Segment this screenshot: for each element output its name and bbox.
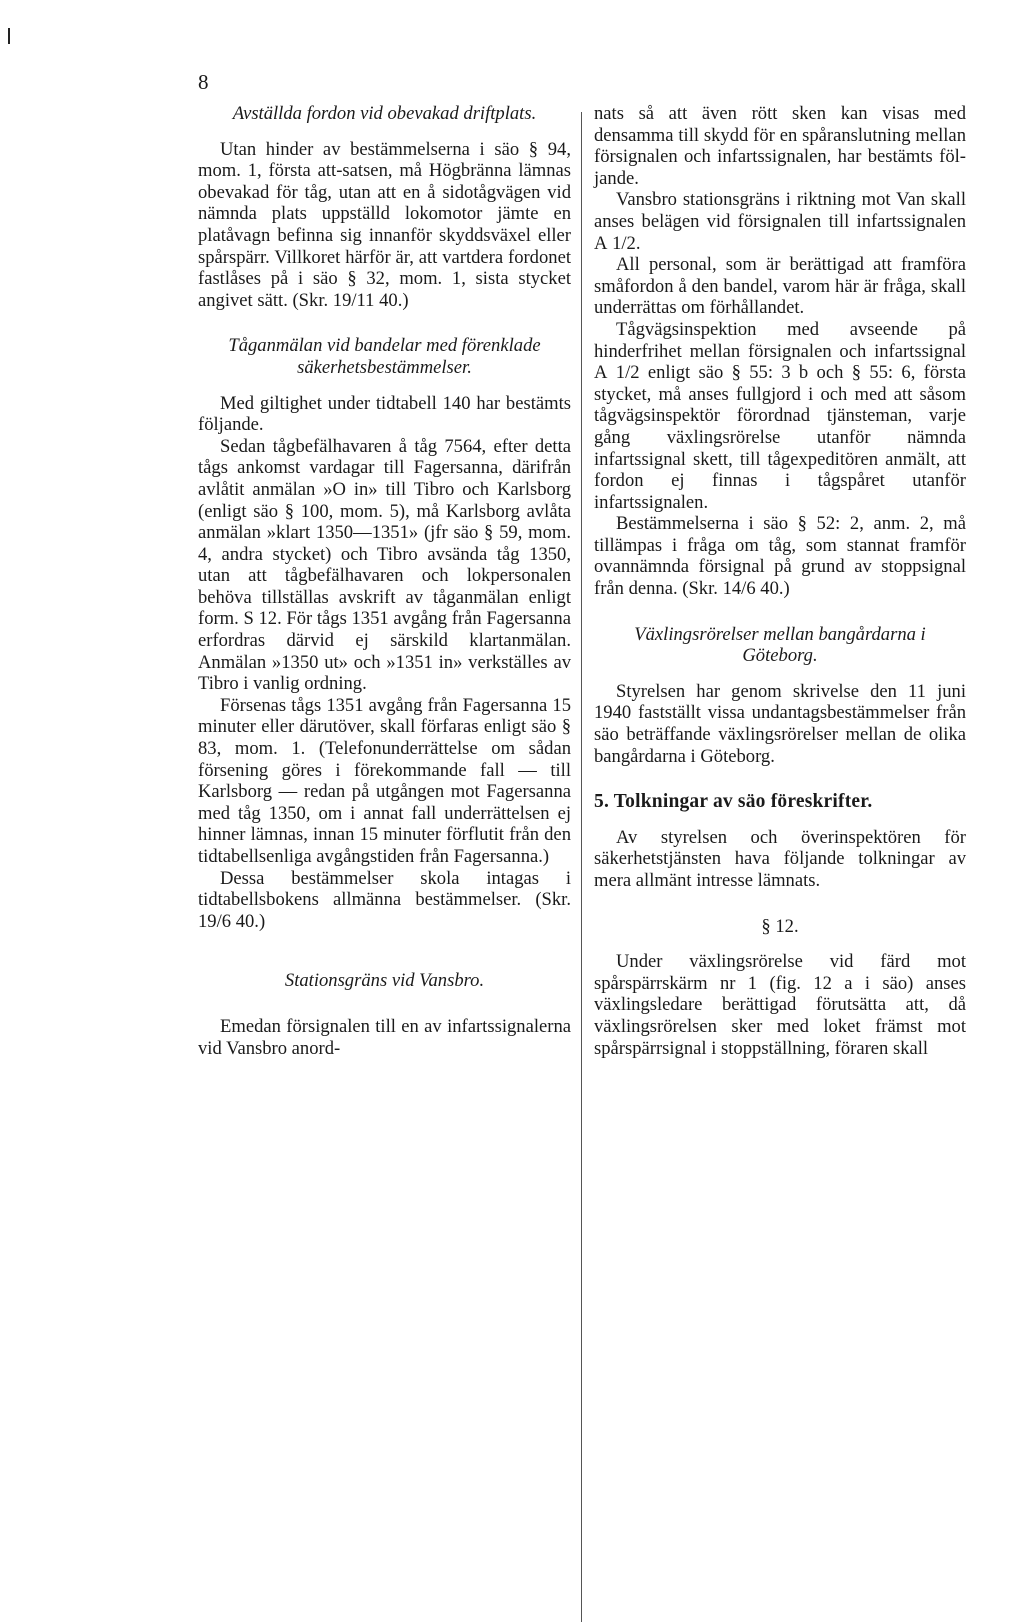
- paragraph: Under växlingsrörelse vid färd mot spårspärrskärm nr 1 (fig. 12 a i säo) anses växlingsledare berättigad förutsätta att, då växlingsrörelsen sker med loket främst mot spårspärrsignal i stoppställning, föraren skall: [594, 951, 966, 1059]
- fraction: 1/2: [615, 362, 640, 384]
- right-column: [594, 103, 966, 1059]
- column-divider: [581, 112, 582, 1622]
- paragraph: Försenas tågs 1351 avgång från Fagersanna 15 minuter eller därutöver, skall förfaras enligt säo § 83, mom. 1. (Telefonunderrättelse om sådan försening göres i förekommande fall — till Karlsborg — redan på utgången mot Fagersanna med tåg 1350, om i annat fall underrättelsen ej hinner lämnas, innan 15 minuter förflutit från den tidtabellsenliga avgångstiden från Fagersanna.): [198, 694, 571, 867]
- paragraph: Emedan försignalen till en av infartssignalerna vid Vansbro anord-: [198, 1015, 571, 1059]
- paragraph-text: Tågvägsinspektion med avseende på hinderfrihet mellan försignalen och infartssignal A: [594, 318, 966, 384]
- paragraph: Med giltighet under tidtabell 140 har bestämts följande.: [198, 392, 571, 436]
- paragraph: [594, 319, 966, 513]
- paragraph: Utan hinder av bestämmelserna i säo § 94, mom. 1, första att-satsen, må Högbränna lämnas obevakad för tåg, utan att en å sidotågvägen vid nämnda plats uppställd lokomotor jämte en platåvagn befinna sig innanför skyddsväxel eller spårspärr. Villkoret härför är, att vartdera fordonet fastlåses på i säo § 32, mom. 1, sista stycket angivet sätt. (Skr. 19/11 40.): [198, 138, 571, 311]
- heading-vaxlingsrorelser: Växlingsrörelser mellan bangårdarna i Göteborg.: [634, 623, 926, 667]
- page-edge-mark: [8, 28, 10, 44]
- paragraph-text: enligt säo § 55: 3 b och § 55: 6, första stycket, må anses fullgjord i och med att såsom tågvägsinspektör förordnad tjänsteman, varje gång växlingsrörelse utanför nämnda infartssignal skett, till tågexpeditören anmält, att fordon ej finnas i tågspåret utanför infartssignalen.: [594, 362, 967, 513]
- paragraph: Av styrelsen och överinspektören för säkerhetstjänsten hava följande tolkningar av mera allmänt intresse lämnats.: [594, 826, 966, 891]
- paragraph: Sedan tågbefälhavaren å tåg 7564, efter detta tågs ankomst vardagar till Fagersanna, därifrån avlåtit anmälan »O in» till Tibro och Karlsborg (enligt säo § 100, mom. 5), må Karlsborg avlåta anmälan »klart 1350—1351» (jfr säo § 59, mom. 4, andra stycket) och Tibro avsända tåg 1350, utan att tågbefälhavaren och lokpersonalen behöva tillställas avskrift av tåganmälan enligt form. S 12. För tågs 1351 avgång från Fagersanna erfordras därvid ej särskild klartanmälan. Anmälan »1350 ut» och »1351 in» verkställes av Tibro i vanlig ordning.: [198, 435, 571, 695]
- left-column: [198, 103, 571, 1059]
- heading-avstallda-fordon: Avställda fordon vid obevakad driftplats.: [232, 103, 537, 124]
- paragraph: Dessa bestämmelser skola intagas i tidtabellsbokens allmänna bestämmelser. (Skr. 19/6 40.): [198, 867, 571, 932]
- section-heading-tolkningar: 5. Tolkningar av säo föreskrifter.: [594, 791, 873, 813]
- fraction: 1/2.: [612, 232, 641, 254]
- page-number: 8: [198, 70, 209, 94]
- paragraph: Bestämmelserna i säo § 52: 2, anm. 2, må tillämpas i fråga om tåg, som stannat framför ovannämnda försignal på grund av stoppsignal från denna. (Skr. 14/6 40.): [594, 513, 966, 600]
- heading-taganmalan: Tåganmälan vid bandelar med förenklade säkerhetsbestämmelser.: [228, 335, 541, 378]
- heading-stationsgrans: Stationsgräns vid Vansbro.: [284, 970, 485, 992]
- paragraph: [594, 189, 966, 254]
- paragraph-text: Vansbro stationsgräns i riktning mot Van skall anses belägen vid försignalen till infartssignalen A: [594, 189, 966, 254]
- paragraph: Styrelsen har genom skrivelse den 11 juni 1940 fastställt vissa undantagsbestämmelser från säo beträffande växlingsrörelser mellan de olika bangårdarna i Göteborg.: [594, 680, 966, 767]
- paragraph-sign-heading: § 12.: [761, 915, 799, 937]
- paragraph: All personal, som är berättigad att framföra småfordon å den bandel, varom här är fråga, skall underrättas om förhållandet.: [594, 254, 966, 319]
- paragraph: nats så att även rött sken kan visas med densamma till skydd för en spåranslutning mellan försignalen och infartssignalen, har bestämts följande.: [594, 103, 966, 189]
